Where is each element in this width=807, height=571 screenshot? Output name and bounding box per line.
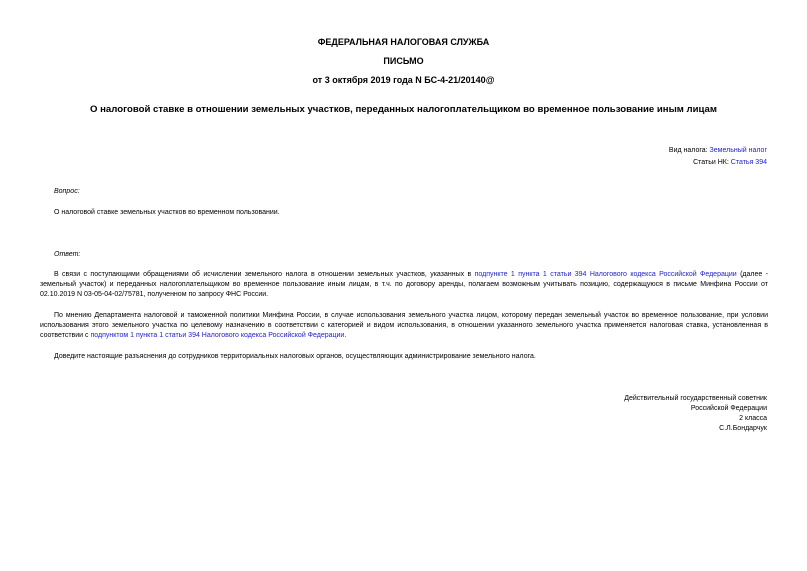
tax-article-line [693, 158, 767, 168]
date-number-heading: от 3 октября 2019 года N БС-4-21/20140@ [312, 75, 495, 85]
p1-law-link[interactable]: подпункте 1 пункта 1 статьи 394 Налогового кодекса Российской Федерации [474, 271, 737, 278]
tax-type-link[interactable]: Земельный налог [709, 147, 767, 154]
answer-label: Ответ: [54, 251, 81, 258]
answer-paragraph-2 [40, 311, 768, 341]
signer-title-2: Российской Федерации [690, 405, 767, 412]
doc-type-heading: ПИСЬМО [383, 56, 424, 66]
p2-text-b: . [344, 332, 347, 339]
tax-type-label: Вид налога: [668, 147, 708, 154]
p2-text-a: По мнению Департамента налоговой и таможенной политики Минфина России, в случае использования земельного участка лицом, которому передан земельный участок во временное пользование, при условии использования этого земельного участка по целевому назначению в соответствии с категорией и видом использования, в отношении указанного земельного участка применяется налоговая ставка, установленная в соответствии с [40, 312, 768, 339]
signer-name: С.Л.Бондарчук [719, 425, 767, 432]
p1-text-a: В связи с поступающими обращениями об исчислении земельного налога в отношении земельных участков, указанных в [54, 271, 475, 278]
answer-paragraph-1 [40, 270, 768, 300]
tax-article-link[interactable]: Статья 394 [730, 159, 767, 166]
answer-paragraph-3: Доведите настоящие разъяснения до сотрудников территориальных налоговых органов, осуществляющих администрирование земельного налога. [54, 353, 536, 360]
signer-title-1: Действительный государственный советник [624, 395, 767, 402]
agency-heading: ФЕДЕРАЛЬНАЯ НАЛОГОВАЯ СЛУЖБА [317, 37, 490, 47]
p2-law-link[interactable]: подпунктом 1 пункта 1 статьи 394 Налогового кодекса Российской Федерации [90, 332, 345, 339]
question-text: О налоговой ставке земельных участков во временном пользовании. [54, 209, 280, 216]
document-title: О налоговой ставке в отношении земельных участков, переданных налогоплательщиком во временное пользование иным лицам [90, 104, 717, 115]
tax-type-line [669, 146, 767, 156]
question-label: Вопрос: [54, 188, 80, 195]
signer-title-3: 2 класса [739, 415, 767, 422]
tax-article-label: Статьи НК: [693, 159, 729, 166]
p1-text-b: (далее - земельный участок) и переданных налогоплательщиком во временное пользование иным лицам, в т.ч. по договору аренды, полагаем возможным учитывать позицию, содержащуюся в письме Минфина России от 02.10.2019 N 03-05-04-02/75781, полученном по запросу ФНС России. [40, 271, 768, 298]
